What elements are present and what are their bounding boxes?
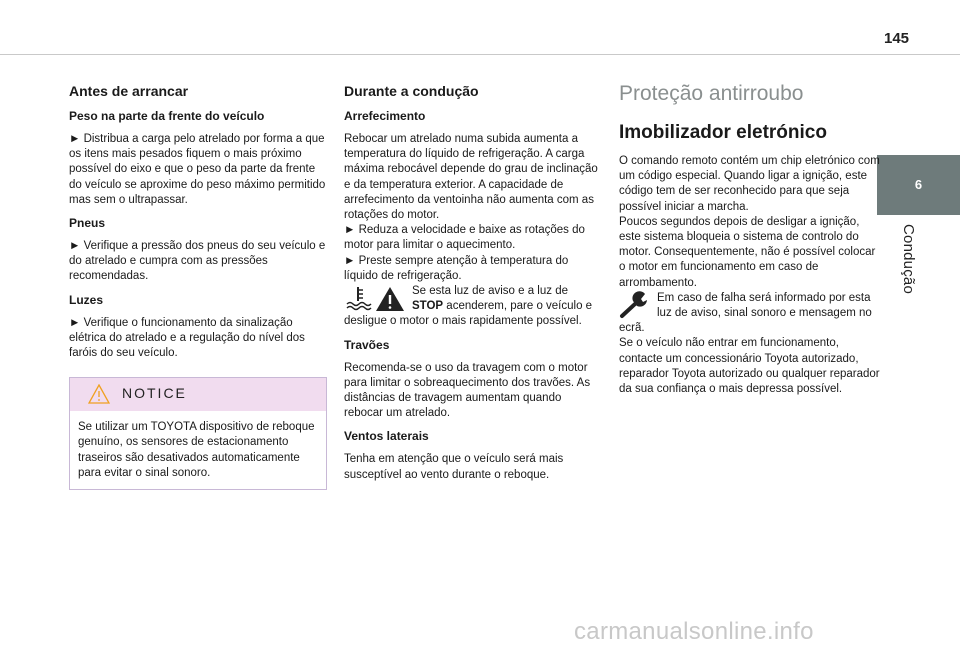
subheading-front-weight: Peso na parte da frente do veículo — [69, 109, 265, 123]
subheading-lights: Luzes — [69, 292, 104, 307]
coolant-temperature-icon — [344, 284, 406, 312]
section-title: Proteção antirroubo — [619, 82, 804, 105]
warning-icons — [344, 284, 406, 314]
header-rule — [0, 54, 960, 55]
notice-title: NOTICE — [122, 385, 187, 402]
page-number: 145 — [884, 30, 910, 47]
chapter-label: Condução — [900, 224, 917, 294]
watermark: carmanualsonline.info — [574, 618, 814, 645]
paragraph-fault — [619, 291, 881, 337]
paragraph-engine-lock: Poucos segundos depois de desligar a ignição, este sistema bloqueia o sistema de controlo do motor. Consequentemente, não é possível colocar o motor em funcionamento em caso de arrombamento. — [619, 215, 876, 289]
cooling-text: Rebocar um atrelado numa subida aumenta a temperatura do líquido de refrigeração. A carga máxima rebocável depende do grau de inclinação e da temperatura exterior. A capacidade de arrefecimento da ventoinha não aumenta com as rotações do motor. — [344, 133, 598, 222]
warning-text-post: acenderem, pare o veículo e desligue o motor o mais rapidamente possível. — [344, 300, 593, 328]
section-heading: Durante a condução — [344, 83, 479, 99]
paragraph-remote-chip: O comando remoto contém um chip eletrónico com um código especial. Quando ligar a ignição, este código tem de ser reconhecido para que seja possível iniciar a marcha. — [619, 155, 880, 213]
warning-text-pre: Se esta luz de aviso e a luz de — [412, 285, 568, 298]
warning-triangle-icon — [88, 384, 110, 409]
warning-paragraph — [344, 284, 602, 330]
subheading-side-winds: Ventos laterais — [344, 429, 429, 444]
section-heading: Antes de arrancar — [69, 83, 189, 99]
paragraph-cooling — [344, 132, 602, 284]
wrench-icon — [619, 291, 651, 321]
paragraph-contact-dealer: Se o veículo não entrar em funcionamento, contacte um concessionário Toyota autorizado, reparador Toyota autorizado ou qualquer reparador da sua confiança o mais depressa possível. — [619, 337, 880, 396]
cooling-bullet-2: ► Preste sempre atenção à temperatura do líquido de refrigeração. — [344, 254, 569, 282]
column-before-starting — [69, 82, 327, 490]
subsection-title: Imobilizador eletrónico — [619, 122, 827, 143]
notice-text: Se utilizar um TOYOTA dispositivo de reboque genuíno, os sensores de estacionamento traseiros são desativados automaticamente para evitar o sinal sonoro. — [78, 421, 315, 479]
column-anti-theft — [619, 82, 881, 405]
fault-text: Em caso de falha será informado por esta luz de aviso, sinal sonoro e mensagem no ecrã. — [619, 291, 872, 335]
column-while-driving — [344, 82, 602, 491]
cooling-bullet-1: ► Reduza a velocidade e baixe as rotações do motor para limitar o aquecimento. — [344, 224, 585, 252]
chapter-number: 6 — [914, 177, 923, 192]
notice-header — [70, 378, 326, 411]
chapter-tab[interactable] — [877, 155, 960, 215]
paragraph-front-weight: ► Distribua a carga pelo atrelado por forma a que os itens mais pesados fiquem o mais próximo possível do eixo e que o peso da parte da frente do veículo se aproxime do peso máximo permitido mas sem o ultrapassar. — [69, 133, 326, 206]
paragraph-brakes: Recomenda-se o uso da travagem com o motor para limitar o sobreaquecimento dos travões. As distâncias de travagem aumentam quando rebocar um atrelado. — [344, 361, 591, 420]
notice-box — [69, 377, 327, 490]
subheading-brakes: Travões — [344, 337, 390, 352]
subheading-cooling: Arrefecimento — [344, 109, 426, 123]
stop-label: STOP — [412, 300, 444, 313]
paragraph-lights: ► Verifique o funcionamento da sinalização elétrica do atrelado e a regulação do nível dos faróis do seu veículo. — [69, 316, 305, 360]
paragraph-tyres: ► Verifique a pressão dos pneus do seu veículo e do atrelado e cumpra com as pressões recomendadas. — [69, 240, 326, 283]
subheading-tyres: Pneus — [69, 216, 106, 231]
paragraph-side-winds: Tenha em atenção que o veículo será mais susceptível ao vento durante o reboque. — [344, 453, 564, 481]
